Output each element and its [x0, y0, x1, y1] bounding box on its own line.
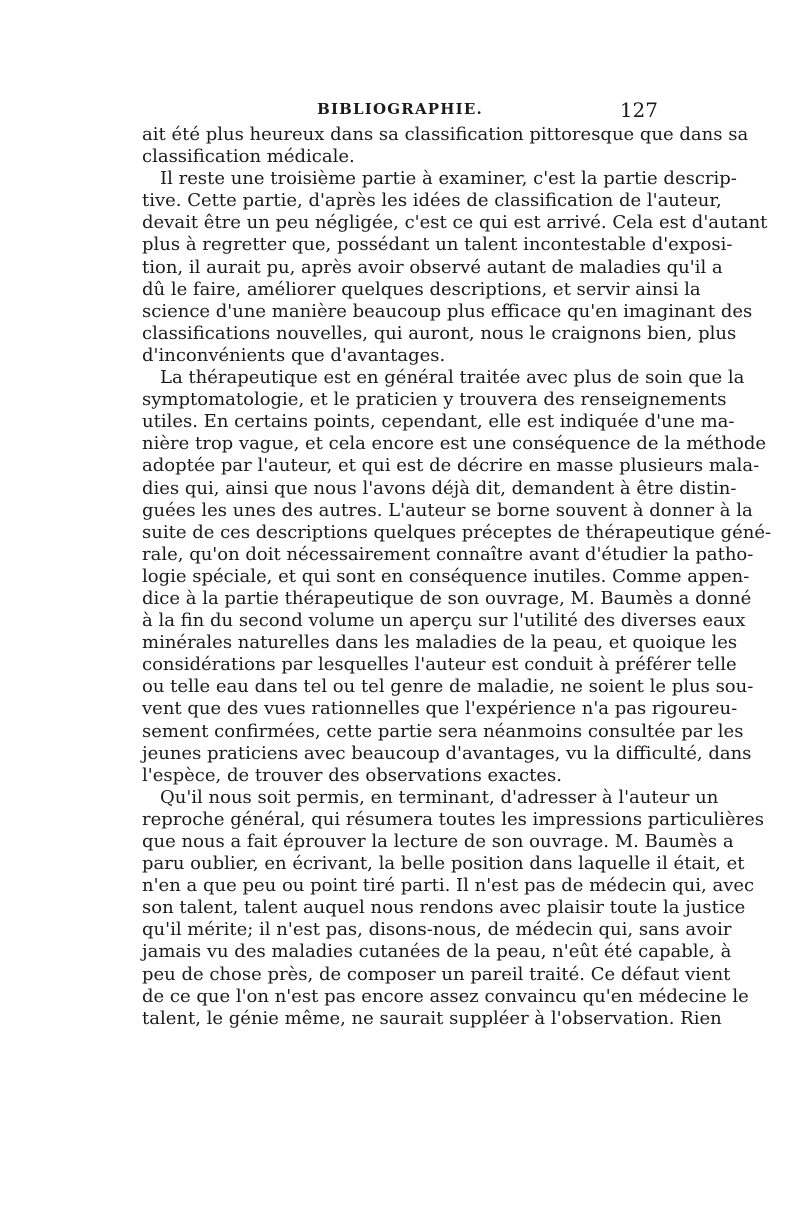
text-line: vent que des vues rationnelles que l'expérience n'a pas rigoureu-: [142, 698, 738, 720]
text-line: Il reste une troisième partie à examiner, c'est la partie descrip-: [160, 168, 737, 190]
text-line: classification médicale.: [142, 146, 355, 168]
page-number: 127: [619, 98, 658, 122]
text-line: jamais vu des maladies cutanées de la peau, n'eût été capable, à: [142, 941, 732, 963]
text-line: ait été plus heureux dans sa classification pittoresque que dans sa: [142, 124, 749, 145]
text-line: ou telle eau dans tel ou tel genre de maladie, ne soient le plus sou-: [142, 676, 754, 698]
text-line: de ce que l'on n'est pas encore assez convaincu qu'en médecine le: [142, 985, 749, 1007]
paragraph: [142, 786, 764, 1030]
text-line: l'espèce, de trouver des observations exactes.: [142, 764, 562, 786]
text-line: peu de chose près, de composer un pareil traité. Ce défaut vient: [142, 963, 731, 985]
text-line: guées les unes des autres. L'auteur se borne souvent à donner à la: [142, 499, 753, 521]
text-line: talent, le génie même, ne saurait suppléer à l'observation. Rien: [142, 1007, 722, 1029]
text-line: Qu'il nous soit permis, en terminant, d'adresser à l'auteur un: [160, 786, 719, 808]
text-line: nière trop vague, et cela encore est une conséquence de la méthode: [142, 433, 766, 455]
text-line: science d'une manière beaucoup plus efficace qu'en imaginant des: [142, 300, 753, 322]
text-line: dû le faire, améliorer quelques descriptions, et servir ainsi la: [142, 278, 701, 300]
text-line: minérales naturelles dans les maladies de la peau, et quoique les: [142, 632, 738, 654]
text-line: plus à regretter que, possédant un talent incontestable d'exposi-: [142, 234, 733, 256]
text-line: reproche général, qui résumera toutes les impressions particulières: [142, 808, 764, 830]
text-line: qu'il mérite; il n'est pas, disons-nous, de médecin qui, sans avoir: [142, 919, 732, 941]
paragraph: [142, 168, 768, 367]
text-line: suite de ces descriptions quelques préceptes de thérapeutique géné-: [142, 521, 772, 543]
text-line: son talent, talent auquel nous rendons avec plaisir toute la justice: [142, 897, 746, 919]
paragraph: [142, 367, 772, 787]
text-line: que nous a fait éprouver la lecture de son ouvrage. M. Baumès a: [142, 831, 734, 852]
text-line: n'en a que peu ou point tiré parti. Il n'est pas de médecin qui, avec: [142, 875, 755, 897]
running-title: BIBLIOGRAPHIE.: [317, 100, 483, 118]
text-line: utiles. En certains points, cependant, elle est indiquée d'une ma-: [142, 411, 735, 433]
text-line: symptomatologie, et le praticien y trouvera des renseignements: [142, 389, 727, 411]
text-line: tion, il aurait pu, après avoir observé autant de maladies qu'il a: [142, 256, 723, 278]
text-line: classifications nouvelles, qui auront, nous le craignons bien, plus: [142, 322, 737, 344]
body-text: [142, 124, 772, 1030]
text-line: d'inconvénients que d'avantages.: [142, 344, 446, 366]
text-line: logie spéciale, et qui sont en conséquence inutiles. Comme appen-: [142, 565, 750, 587]
text-line: jeunes praticiens avec beaucoup d'avantages, vu la difficulté, dans: [142, 742, 752, 764]
text-line: dies qui, ainsi que nous l'avons déjà dit, demandent à être distin-: [142, 477, 737, 499]
text-line: La thérapeutique est en général traitée avec plus de soin que la: [160, 367, 745, 389]
text-line: devait être un peu négligée, c'est ce qui est arrivé. Cela est d'autant: [142, 212, 768, 234]
text-line: rale, qu'on doit nécessairement connaître avant d'étudier la patho-: [142, 543, 754, 565]
text-line: adoptée par l'auteur, et qui est de décrire en masse plusieurs mala-: [142, 455, 760, 477]
text-line: à la fin du second volume un aperçu sur l'utilité des diverses eaux: [142, 610, 746, 632]
text-line: sement confirmées, cette partie sera néanmoins consultée par les: [142, 720, 744, 742]
text-line: dice à la partie thérapeutique de son ouvrage, M. Baumès a donné: [142, 587, 752, 609]
paragraph: [142, 124, 749, 168]
text-line: paru oublier, en écrivant, la belle position dans laquelle il était, et: [142, 853, 745, 875]
text-line: tive. Cette partie, d'après les idées de classification de l'auteur,: [142, 190, 722, 212]
page-header: [142, 98, 658, 124]
text-line: considérations par lesquelles l'auteur est conduit à préférer telle: [142, 654, 737, 676]
